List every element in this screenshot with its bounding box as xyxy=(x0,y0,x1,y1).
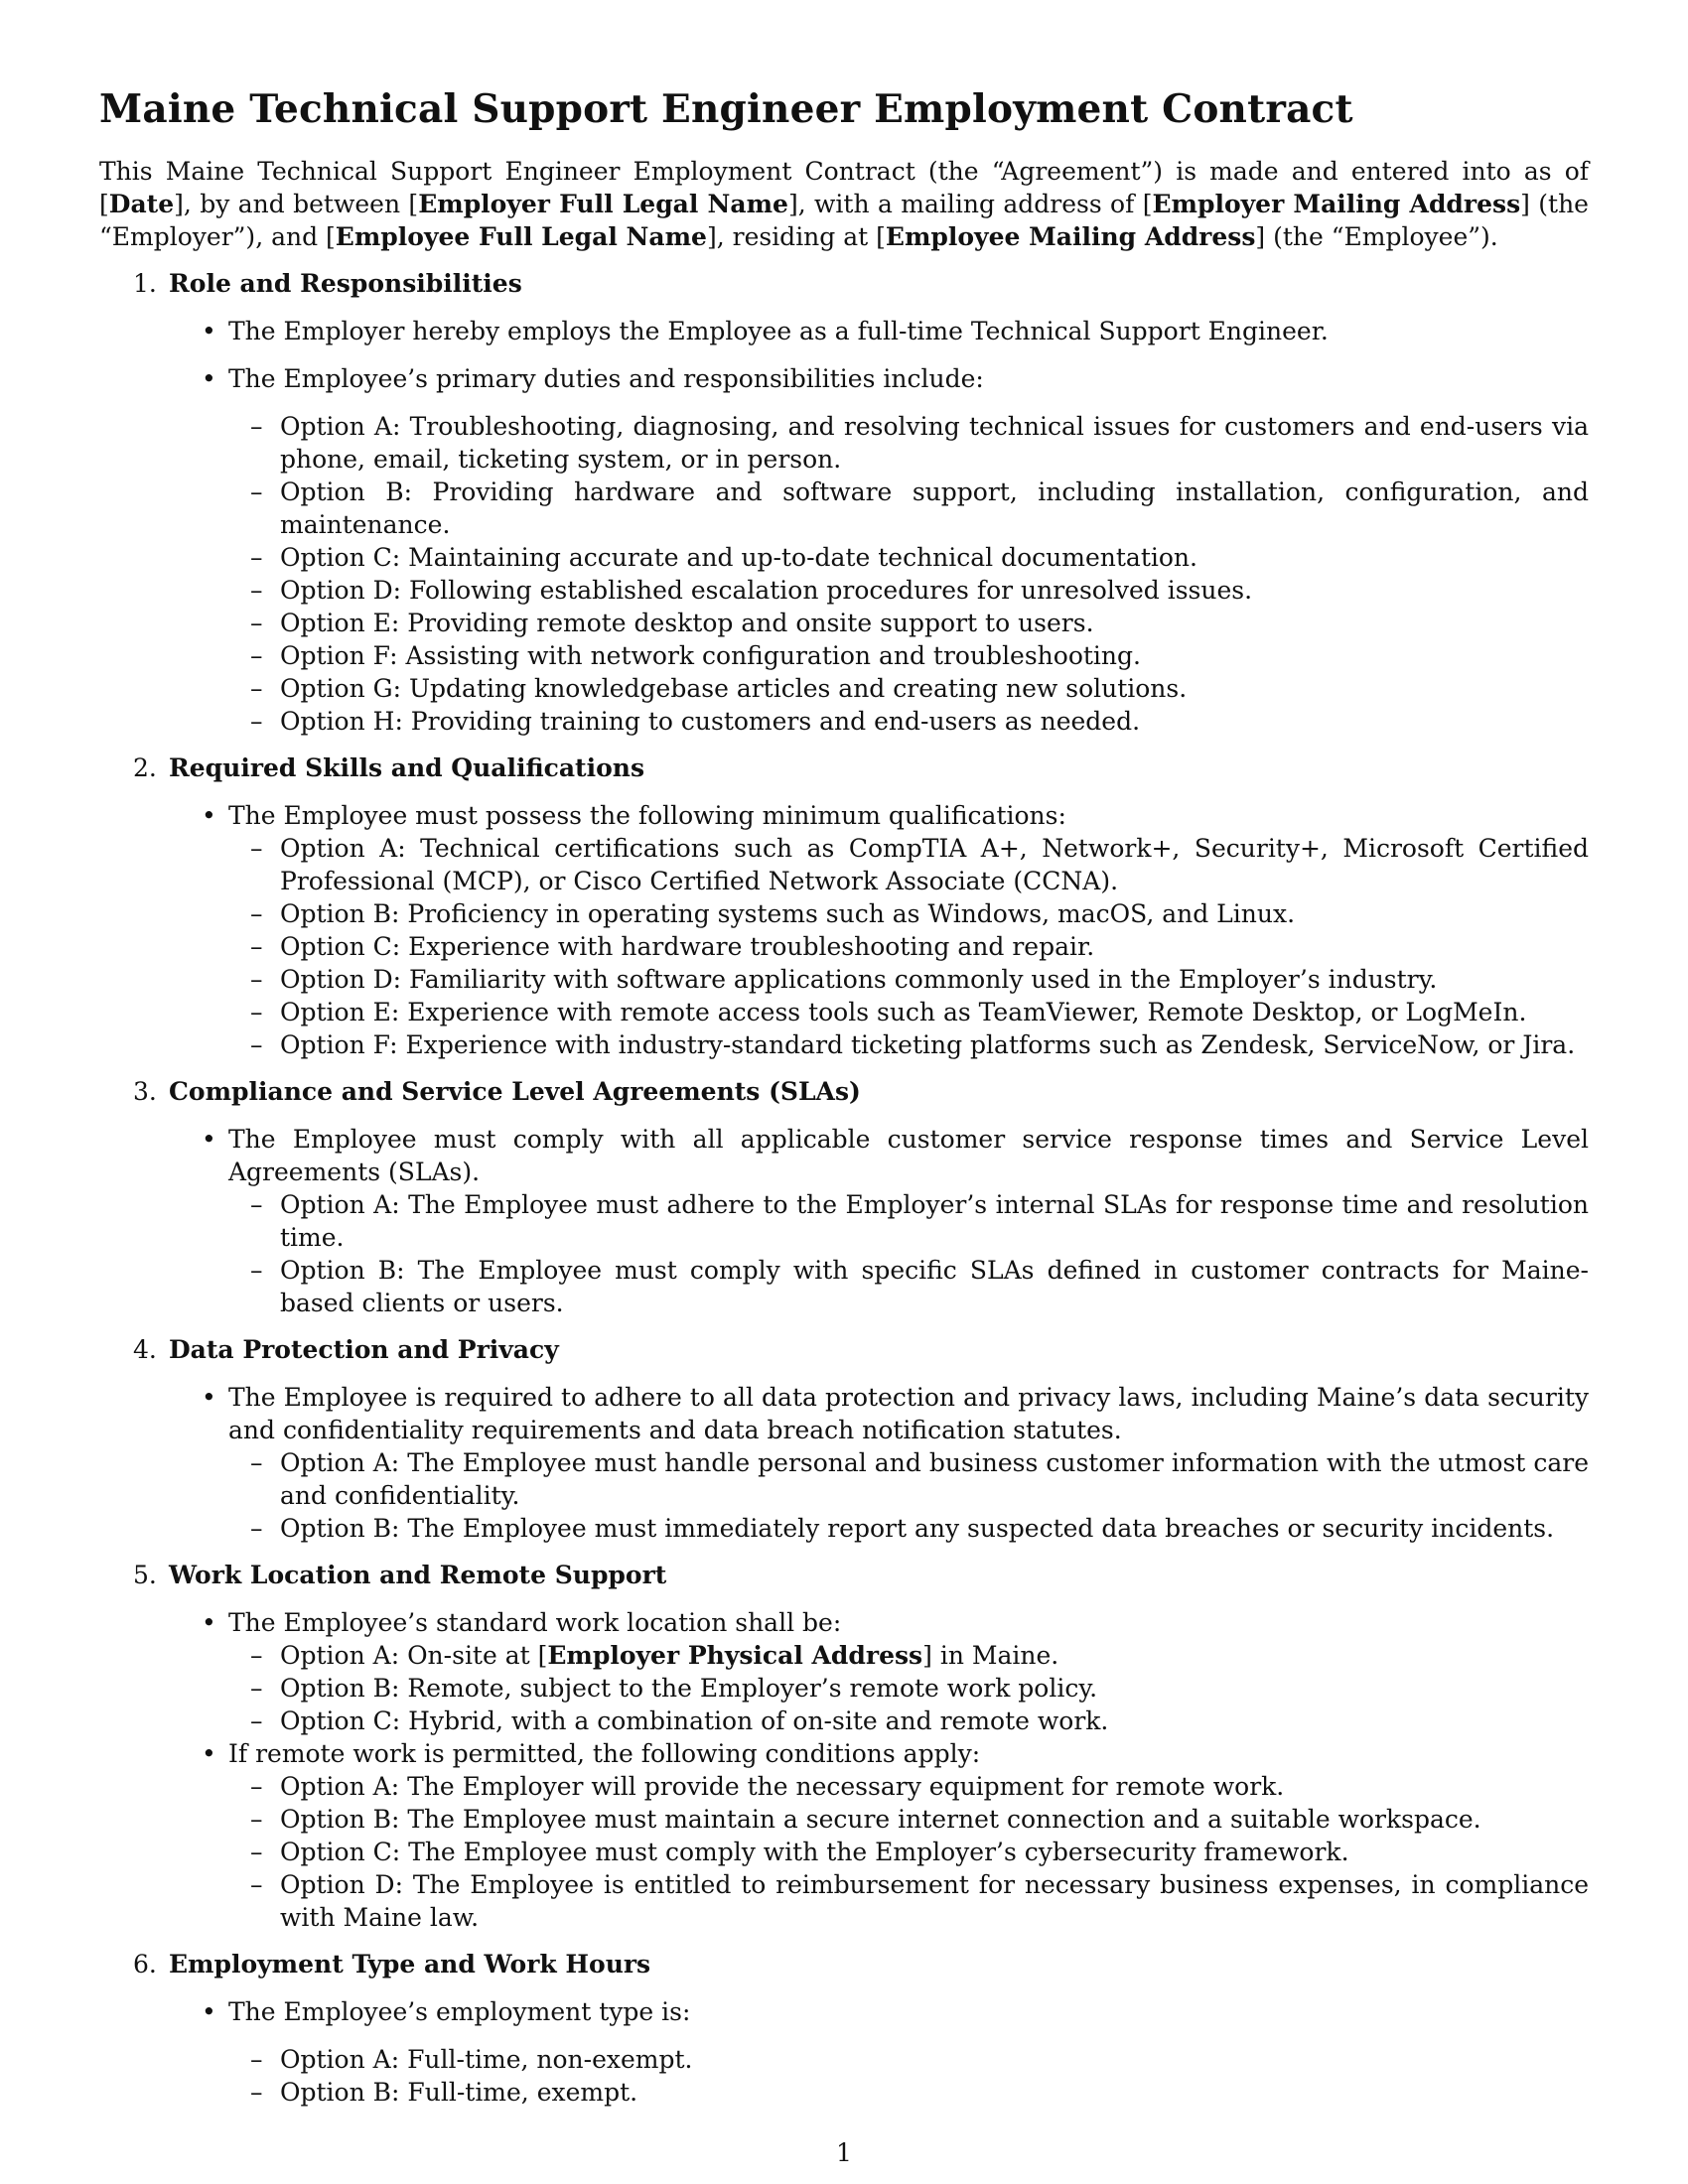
option-text: Option D: The Employee is entitled to reimbursement for necessary business expenses, in compliance with Maine law. xyxy=(280,1870,1589,1932)
bullet-icon: • xyxy=(202,1383,216,1412)
dash-icon: – xyxy=(250,609,263,637)
dash-icon: – xyxy=(250,1706,263,1735)
section-number: 1. xyxy=(133,269,157,298)
intro-text: ], residing at [ xyxy=(706,222,886,251)
bullet-item xyxy=(169,1606,1589,1737)
option-text: Option E: Experience with remote access tools such as TeamViewer, Remote Desktop, or LogMeIn. xyxy=(280,998,1527,1026)
option-text: Option C: Hybrid, with a combination of on-site and remote work. xyxy=(280,1706,1109,1735)
option-list xyxy=(228,410,1589,738)
option-item xyxy=(228,672,1589,705)
bullet-list xyxy=(169,1381,1589,1545)
section-number: 5. xyxy=(133,1561,157,1589)
section-number: 3. xyxy=(133,1077,157,1106)
option-text: Option C: The Employee must comply with the Employer’s cybersecurity framework. xyxy=(280,1838,1349,1866)
section-compliance-slas xyxy=(99,1075,1589,1319)
option-item xyxy=(228,1188,1589,1254)
intro-text: This Maine Technical Support Engineer Employment Contract (the “Agreement”) is made and entered into as of [ xyxy=(99,157,1589,218)
bullet-icon: • xyxy=(202,364,216,393)
option-item xyxy=(228,963,1589,996)
option-text: Option C: Experience with hardware troubleshooting and repair. xyxy=(280,932,1095,961)
option-list xyxy=(228,1639,1589,1737)
bullet-item xyxy=(169,799,1589,1061)
bullet-list xyxy=(169,1123,1589,1319)
dash-icon: – xyxy=(250,412,263,441)
option-text: Option F: Experience with industry-standard ticketing platforms such as Zendesk, ServiceNow, or Jira. xyxy=(280,1030,1576,1059)
option-text: Option E: Providing remote desktop and onsite support to users. xyxy=(280,609,1094,637)
option-text: Option B: The Employee must immediately report any suspected data breaches or security incidents. xyxy=(280,1514,1555,1543)
option-item xyxy=(228,705,1589,738)
option-text: Option B: Providing hardware and software support, including installation, configuration, and maintenance. xyxy=(280,478,1589,539)
option-text: Option F: Assisting with network configuration and troubleshooting. xyxy=(280,641,1141,670)
dash-icon: – xyxy=(250,576,263,605)
dash-icon: – xyxy=(250,1641,263,1670)
option-item xyxy=(228,476,1589,541)
section-work-location xyxy=(99,1559,1589,1934)
intro-paragraph xyxy=(99,155,1589,253)
option-text: Option B: The Employee must maintain a secure internet connection and a suitable workspace. xyxy=(280,1805,1481,1834)
section-skills-qualifications xyxy=(99,751,1589,1061)
bullet-text: The Employee’s primary duties and responsibilities include: xyxy=(228,364,984,393)
option-item xyxy=(228,1770,1589,1803)
dash-icon: – xyxy=(250,1772,263,1801)
option-text: Option D: Following established escalation procedures for unresolved issues. xyxy=(280,576,1253,605)
bullet-text: The Employee must possess the following minimum qualifications: xyxy=(228,801,1066,830)
employee-name-placeholder: Employee Full Legal Name xyxy=(335,222,707,251)
bullet-text: The Employee’s standard work location shall be: xyxy=(228,1608,842,1637)
option-item xyxy=(228,2076,1589,2109)
option-item xyxy=(228,930,1589,963)
bullet-item xyxy=(169,1737,1589,1934)
option-text: Option H: Providing training to customers and end-users as needed. xyxy=(280,707,1141,736)
bullet-text: The Employee must comply with all applicable customer service response times and Service Level Agreements (SLAs). xyxy=(228,1125,1589,1186)
dash-icon: – xyxy=(250,965,263,994)
option-item xyxy=(228,996,1589,1028)
bullet-item xyxy=(169,362,1589,738)
bullet-icon: • xyxy=(202,1608,216,1637)
intro-text: ] (the “Employer”), and [ xyxy=(99,190,1589,251)
option-item xyxy=(228,541,1589,574)
section-role-responsibilities xyxy=(99,267,1589,738)
intro-text: ] (the “Employee”). xyxy=(1255,222,1498,251)
section-title: Employment Type and Work Hours xyxy=(169,1950,651,1979)
dash-icon: – xyxy=(250,834,263,863)
employee-address-placeholder: Employee Mailing Address xyxy=(885,222,1256,251)
option-list xyxy=(228,2043,1589,2109)
option-item xyxy=(228,1028,1589,1061)
option-item xyxy=(228,1836,1589,1868)
bullet-item xyxy=(169,315,1589,347)
bullet-text: The Employee’s employment type is: xyxy=(228,1997,691,2026)
option-text: Option C: Maintaining accurate and up-to-date technical documentation. xyxy=(280,543,1197,572)
dash-icon: – xyxy=(250,1190,263,1219)
dash-icon: – xyxy=(250,998,263,1026)
option-item xyxy=(228,1512,1589,1545)
section-number: 4. xyxy=(133,1335,157,1364)
option-item xyxy=(228,1705,1589,1737)
section-title: Required Skills and Qualifications xyxy=(169,753,645,782)
employer-name-placeholder: Employer Full Legal Name xyxy=(418,190,788,218)
dash-icon: – xyxy=(250,641,263,670)
dash-icon: – xyxy=(250,674,263,703)
option-list xyxy=(228,832,1589,1061)
section-title: Work Location and Remote Support xyxy=(169,1561,667,1589)
option-item xyxy=(228,1672,1589,1705)
section-title: Data Protection and Privacy xyxy=(169,1335,559,1364)
section-number: 6. xyxy=(133,1950,157,1979)
option-text: Option A: The Employee must adhere to the Employer’s internal SLAs for response time and resolution time. xyxy=(280,1190,1589,1252)
option-item xyxy=(228,1446,1589,1512)
bullet-list xyxy=(169,1606,1589,1934)
option-item xyxy=(228,574,1589,607)
section-employment-type xyxy=(99,1948,1589,2109)
bullet-list xyxy=(169,1995,1589,2109)
option-text: Option A: Technical certifications such as CompTIA A+, Network+, Security+, Microsoft Certified Professional (MCP), or Cisco Certified Network Associate (CCNA). xyxy=(280,834,1589,895)
dash-icon: – xyxy=(250,2045,263,2074)
option-item xyxy=(228,897,1589,930)
bullet-list xyxy=(169,799,1589,1061)
page-number: 1 xyxy=(836,2138,852,2167)
dash-icon: – xyxy=(250,932,263,961)
intro-text: ], with a mailing address of [ xyxy=(787,190,1153,218)
bullet-item xyxy=(169,1123,1589,1319)
dash-icon: – xyxy=(250,478,263,506)
option-text: Option A: Troubleshooting, diagnosing, and resolving technical issues for customers and end-users via phone, email, ticketing system, or in person. xyxy=(280,412,1589,474)
bullet-icon: • xyxy=(202,1125,216,1154)
bullet-list xyxy=(169,315,1589,738)
option-item xyxy=(228,639,1589,672)
option-item xyxy=(228,832,1589,897)
option-text: Option B: The Employee must comply with specific SLAs defined in customer contracts for Maine-based clients or users. xyxy=(280,1256,1589,1317)
dash-icon: – xyxy=(250,707,263,736)
option-text: Option A: The Employer will provide the necessary equipment for remote work. xyxy=(280,1772,1285,1801)
bullet-icon: • xyxy=(202,1739,216,1768)
option-list xyxy=(228,1446,1589,1545)
dash-icon: – xyxy=(250,1256,263,1285)
option-item xyxy=(228,1254,1589,1319)
option-list xyxy=(228,1188,1589,1319)
bullet-text: The Employer hereby employs the Employee as a full-time Technical Support Engineer. xyxy=(228,317,1329,345)
option-text: ] in Maine. xyxy=(922,1641,1059,1670)
section-title: Compliance and Service Level Agreements (SLAs) xyxy=(169,1077,861,1106)
option-text: Option B: Remote, subject to the Employer’s remote work policy. xyxy=(280,1674,1098,1703)
section-title: Role and Responsibilities xyxy=(169,269,522,298)
option-text: Option B: Full-time, exempt. xyxy=(280,2078,638,2107)
document-page xyxy=(99,85,1589,2109)
dash-icon: – xyxy=(250,1674,263,1703)
bullet-item xyxy=(169,1995,1589,2109)
bullet-text: If remote work is permitted, the following conditions apply: xyxy=(228,1739,981,1768)
option-text: Option D: Familiarity with software applications commonly used in the Employer’s industry. xyxy=(280,965,1438,994)
bullet-icon: • xyxy=(202,1997,216,2026)
option-list xyxy=(228,1770,1589,1934)
dash-icon: – xyxy=(250,1448,263,1477)
option-item xyxy=(228,1868,1589,1934)
employer-physical-address-placeholder: Employer Physical Address xyxy=(547,1641,923,1670)
dash-icon: – xyxy=(250,2078,263,2107)
dash-icon: – xyxy=(250,1870,263,1899)
section-number: 2. xyxy=(133,753,157,782)
employer-address-placeholder: Employer Mailing Address xyxy=(1152,190,1521,218)
option-text: Option A: Full-time, non-exempt. xyxy=(280,2045,693,2074)
document-title: Maine Technical Support Engineer Employment Contract xyxy=(99,86,1353,132)
option-text: Option A: The Employee must handle personal and business customer information with the utmost care and confidentiality. xyxy=(280,1448,1589,1510)
dash-icon: – xyxy=(250,899,263,928)
section-data-protection xyxy=(99,1333,1589,1545)
date-placeholder: Date xyxy=(108,190,175,218)
option-item xyxy=(228,2043,1589,2076)
option-item xyxy=(228,1803,1589,1836)
dash-icon: – xyxy=(250,1514,263,1543)
dash-icon: – xyxy=(250,543,263,572)
option-item xyxy=(228,607,1589,639)
intro-text: ], by and between [ xyxy=(174,190,419,218)
bullet-icon: • xyxy=(202,801,216,830)
bullet-item xyxy=(169,1381,1589,1545)
sections-list xyxy=(99,267,1589,2109)
option-text: Option G: Updating knowledgebase articles and creating new solutions. xyxy=(280,674,1188,703)
option-text: Option A: On-site at [ xyxy=(280,1641,548,1670)
dash-icon: – xyxy=(250,1030,263,1059)
dash-icon: – xyxy=(250,1805,263,1834)
dash-icon: – xyxy=(250,1838,263,1866)
bullet-icon: • xyxy=(202,317,216,345)
option-item xyxy=(228,410,1589,476)
option-item xyxy=(228,1639,1589,1672)
option-text: Option B: Proficiency in operating systems such as Windows, macOS, and Linux. xyxy=(280,899,1296,928)
bullet-text: The Employee is required to adhere to all data protection and privacy laws, including Maine’s data security and confidentiality requirements and data breach notification statutes. xyxy=(228,1383,1589,1444)
